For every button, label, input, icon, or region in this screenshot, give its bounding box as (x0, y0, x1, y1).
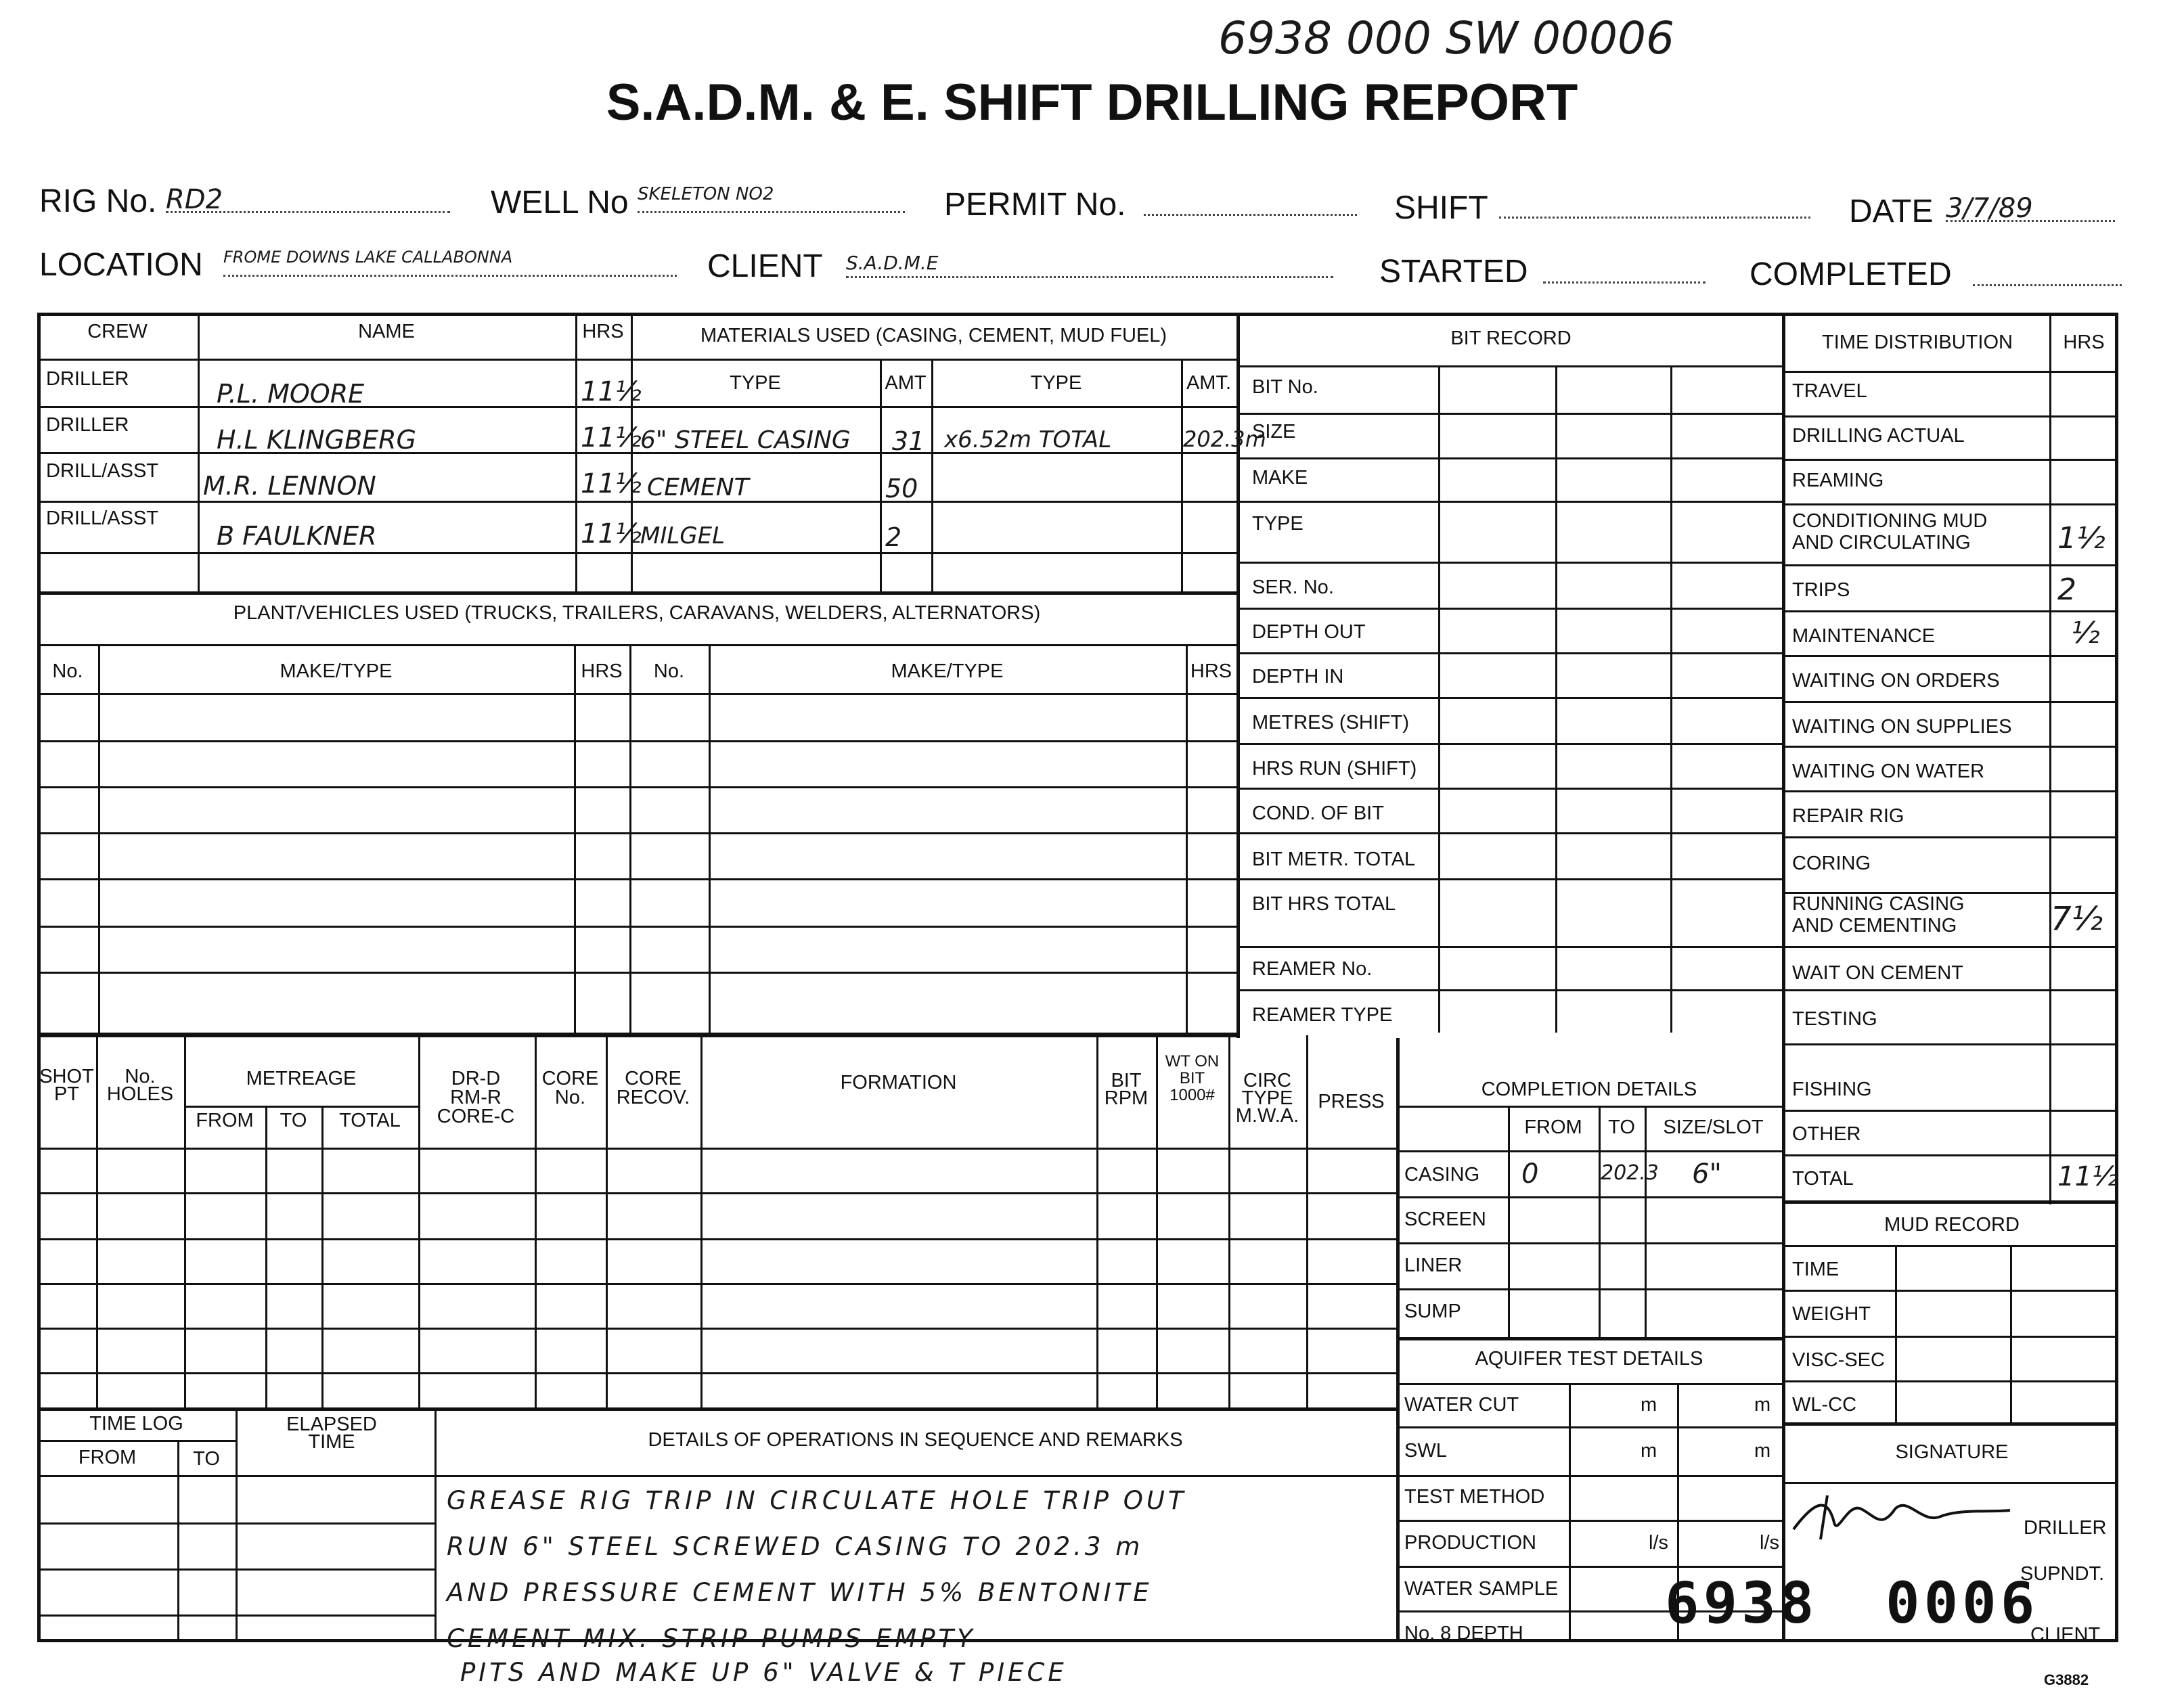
core-no-header: CORE No. (541, 1068, 599, 1108)
crew-name: B FAULKNER (217, 521, 377, 551)
completed-label: COMPLETED (1750, 256, 1952, 292)
td-conditioning: CONDITIONING MUD AND CIRCULATING (1792, 510, 1988, 554)
plant-make-header: MAKE/TYPE (280, 660, 393, 682)
metreage-from-header: FROM (196, 1110, 254, 1131)
driller-signature (1787, 1489, 2017, 1543)
material-type2: x6.52m TOTAL (944, 426, 1112, 453)
swl-unit2: m (1754, 1440, 1771, 1462)
document-number: 6938 000 SW 00006 (1218, 12, 1674, 64)
started-field[interactable] (1543, 257, 1706, 284)
details-title: DETAILS OF OPERATIONS IN SEQUENCE AND REMARKS (648, 1429, 1183, 1451)
plant-make2-header: MAKE/TYPE (891, 660, 1004, 682)
material-type: 6" STEEL CASING (640, 426, 851, 454)
td-waiting-supplies: WAITING ON SUPPLIES (1792, 716, 2012, 738)
materials-type2-header: TYPE (1030, 372, 1082, 394)
td-total: TOTAL (1792, 1168, 1854, 1190)
well-label: WELL No (491, 185, 629, 221)
aquifer-title: AQUIFER TEST DETAILS (1475, 1348, 1703, 1370)
production-unit1: l/s (1649, 1532, 1668, 1554)
td-travel: TRAVEL (1792, 380, 1867, 402)
swl-unit1: m (1641, 1440, 1657, 1462)
td-drilling-actual: DRILLING ACTUAL (1792, 425, 1965, 447)
bit-type-label: TYPE (1252, 513, 1303, 535)
plant-hrs2-header: HRS (1190, 660, 1232, 682)
completion-to-header: TO (1608, 1116, 1635, 1138)
bit-record-title: BIT RECORD (1450, 328, 1572, 349)
form-code: G3882 (2044, 1671, 2089, 1688)
plant-hrs-header: HRS (581, 660, 623, 682)
crew-hrs: 11½ (581, 422, 642, 453)
date-value: 3/7/89 (1946, 193, 2033, 224)
td-fishing: FISHING (1792, 1079, 1872, 1100)
crew-hrs: 11½ (581, 376, 642, 407)
rig-label: RIG No. (39, 183, 157, 219)
time-log-from: FROM (78, 1447, 137, 1468)
water-cut-label: WATER CUT (1404, 1394, 1519, 1416)
time-log-title: TIME LOG (89, 1413, 183, 1435)
completion-title: COMPLETION DETAILS (1481, 1079, 1697, 1100)
casing-size: 6" (1692, 1158, 1722, 1190)
td-waiting-water: WAITING ON WATER (1792, 761, 1985, 782)
plant-no-header: No. (52, 660, 83, 682)
crew-role: DRILLER (46, 414, 129, 436)
signature-title: SIGNATURE (1895, 1441, 2009, 1463)
bit-size-label: SIZE (1252, 421, 1296, 443)
no8-depth-label: No. 8 DEPTH (1404, 1623, 1523, 1644)
td-reaming: REAMING (1792, 470, 1884, 491)
crew-name: H.L KLINGBERG (217, 425, 417, 455)
water-cut-unit2: m (1754, 1394, 1771, 1416)
bit-hrs-total-label: BIT HRS TOTAL (1252, 893, 1396, 915)
client-value: S.A.D.M.E (846, 252, 939, 274)
bit-metr-total-label: BIT METR. TOTAL (1252, 849, 1416, 870)
mud-record-title: MUD RECORD (1884, 1214, 2020, 1236)
completed-field[interactable] (1973, 260, 2122, 286)
plant-no2-header: No. (653, 660, 685, 682)
td-waiting-orders: WAITING ON ORDERS (1792, 670, 2000, 692)
stamp-left: 6938 (1665, 1570, 1819, 1636)
remark-line: PITS AND MAKE UP 6" VALVE & T PIECE (460, 1658, 1067, 1687)
date-field[interactable] (1946, 193, 2115, 222)
td-coring: CORING (1792, 853, 1871, 874)
completion-size-header: SIZE/SLOT (1663, 1116, 1764, 1138)
depth-in-label: DEPTH IN (1252, 666, 1344, 687)
remark-line: GREASE RIG TRIP IN CIRCULATE HOLE TRIP OUT (447, 1486, 1187, 1515)
core-recov-header: CORE RECOV. (616, 1068, 690, 1108)
wt-on-bit-header: WT ON BIT 1000# (1165, 1052, 1220, 1104)
material-amt2: 202.3m (1183, 426, 1266, 452)
location-field[interactable] (223, 248, 677, 277)
well-value: SKELETON NO2 (638, 184, 774, 204)
press-header: PRESS (1318, 1091, 1385, 1112)
casing-from: 0 (1521, 1158, 1539, 1190)
crew-hrs: 11½ (581, 518, 642, 549)
metreage-total-header: TOTAL (339, 1110, 401, 1131)
client-sign-label: CLIENT (2030, 1624, 2101, 1646)
td-maintenance: MAINTENANCE (1792, 625, 1936, 647)
stamp-right: 0006 (1886, 1570, 2039, 1636)
materials-title: MATERIALS USED (CASING, CEMENT, MUD FUEL) (700, 325, 1167, 346)
cond-bit-label: COND. OF BIT (1252, 803, 1384, 824)
client-field[interactable] (846, 252, 1333, 278)
formation-header: FORMATION (840, 1072, 957, 1093)
td-maintenance-hrs: ½ (2071, 616, 2100, 650)
plant-title: PLANT/VEHICLES USED (TRUCKS, TRAILERS, CARAVANS, WELDERS, ALTERNATORS) (233, 602, 1041, 624)
material-type: CEMENT (647, 474, 749, 501)
location-label: LOCATION (39, 247, 203, 283)
material-amt: 2 (885, 522, 902, 552)
td-testing: TESTING (1792, 1008, 1877, 1030)
water-sample-label: WATER SAMPLE (1404, 1578, 1559, 1600)
remark-line: RUN 6" STEEL SCREWED CASING TO 202.3 m (447, 1532, 1144, 1561)
materials-amt-header: AMT (885, 372, 927, 394)
td-repair-rig: REPAIR RIG (1792, 805, 1904, 827)
report-title: S.A.D.M. & E. SHIFT DRILLING REPORT (606, 74, 1578, 131)
material-amt: 50 (885, 474, 918, 503)
water-cut-unit1: m (1641, 1394, 1657, 1416)
td-wait-cement: WAIT ON CEMENT (1792, 962, 1963, 984)
shift-label: SHIFT (1394, 190, 1488, 226)
td-running-casing-hrs: 7½ (2051, 900, 2103, 938)
completion-from-header: FROM (1524, 1116, 1582, 1138)
remark-line: AND PRESSURE CEMENT WITH 5% BENTONITE (447, 1578, 1153, 1607)
bit-no-label: BIT No. (1252, 376, 1318, 398)
crew-hrs-header: HRS (582, 321, 624, 342)
name-header: NAME (358, 321, 415, 342)
metres-shift-label: METRES (SHIFT) (1252, 712, 1409, 733)
hrs-run-label: HRS RUN (SHIFT) (1252, 758, 1417, 780)
crew-role: DRILL/ASST (46, 460, 158, 482)
bit-ser-label: SER. No. (1252, 577, 1334, 598)
crew-name: P.L. MOORE (217, 379, 365, 409)
td-running-casing: RUNNING CASING AND CEMENTING (1792, 893, 1965, 936)
permit-field[interactable] (1144, 189, 1357, 216)
shot-pt-header: SHOT PT (39, 1066, 94, 1105)
date-label: DATE (1849, 194, 1934, 229)
td-total-hrs: 11½ (2057, 1161, 2118, 1192)
td-trips: TRIPS (1792, 579, 1850, 601)
shift-field[interactable] (1499, 192, 1810, 219)
td-other: OTHER (1792, 1123, 1861, 1145)
reamer-no-label: REAMER No. (1252, 958, 1373, 980)
reamer-type-label: REAMER TYPE (1252, 1004, 1393, 1026)
time-dist-hrs-header: HRS (2063, 332, 2105, 353)
bit-make-label: MAKE (1252, 467, 1308, 489)
metreage-to-header: TO (280, 1110, 307, 1131)
no-holes-header: No. HOLES (106, 1066, 174, 1105)
well-field[interactable] (638, 184, 905, 213)
time-log-to: TO (193, 1448, 220, 1470)
time-dist-title: TIME DISTRIBUTION (1822, 332, 2013, 353)
mud-time-label: TIME (1792, 1259, 1840, 1280)
crew-role: DRILL/ASST (46, 507, 158, 529)
td-trips-hrs: 2 (2057, 572, 2076, 607)
supndt-label: SUPNDT. (2020, 1563, 2105, 1585)
swl-label: SWL (1404, 1440, 1447, 1462)
permit-label: PERMIT No. (944, 187, 1126, 223)
crew-name: M.R. LENNON (203, 471, 376, 501)
liner-label: LINER (1404, 1255, 1463, 1276)
metreage-header: METREAGE (246, 1068, 357, 1089)
elapsed-time-header: ELAPSED TIME (286, 1414, 377, 1453)
production-label: PRODUCTION (1404, 1532, 1536, 1554)
depth-out-label: DEPTH OUT (1252, 621, 1366, 643)
bit-rpm-header: BIT RPM (1104, 1070, 1149, 1109)
location-value: FROME DOWNS LAKE CALLABONNA (223, 248, 513, 267)
screen-label: SCREEN (1404, 1209, 1486, 1230)
casing-to: 202.3 (1601, 1161, 1659, 1185)
drd-header: DR-D RM-R CORE-C (437, 1068, 515, 1127)
circ-type-header: CIRC TYPE M.W.A. (1235, 1070, 1299, 1127)
mud-wl-label: WL-CC (1792, 1394, 1857, 1416)
crew-hrs: 11½ (581, 468, 642, 499)
driller-label: DRILLER (2024, 1517, 2107, 1539)
rig-value: RD2 (166, 184, 223, 215)
client-label: CLIENT (707, 248, 823, 284)
remark-line: CEMENT MIX. STRIP PUMPS EMPTY (447, 1624, 976, 1653)
crew-header: CREW (87, 321, 148, 342)
material-type: MILGEL (640, 522, 726, 549)
sump-label: SUMP (1404, 1301, 1461, 1322)
casing-label: CASING (1404, 1164, 1480, 1186)
started-label: STARTED (1379, 254, 1528, 290)
test-method-label: TEST METHOD (1404, 1486, 1545, 1508)
material-amt: 31 (892, 426, 925, 456)
td-conditioning-hrs: 1½ (2057, 521, 2105, 556)
rig-field[interactable] (166, 184, 450, 213)
mud-visc-label: VISC-SEC (1792, 1349, 1885, 1371)
mud-weight-label: WEIGHT (1792, 1303, 1871, 1325)
crew-role: DRILLER (46, 368, 129, 390)
materials-type-header: TYPE (730, 372, 781, 394)
production-unit2: l/s (1760, 1532, 1779, 1554)
materials-amt2-header: AMT. (1186, 372, 1232, 394)
